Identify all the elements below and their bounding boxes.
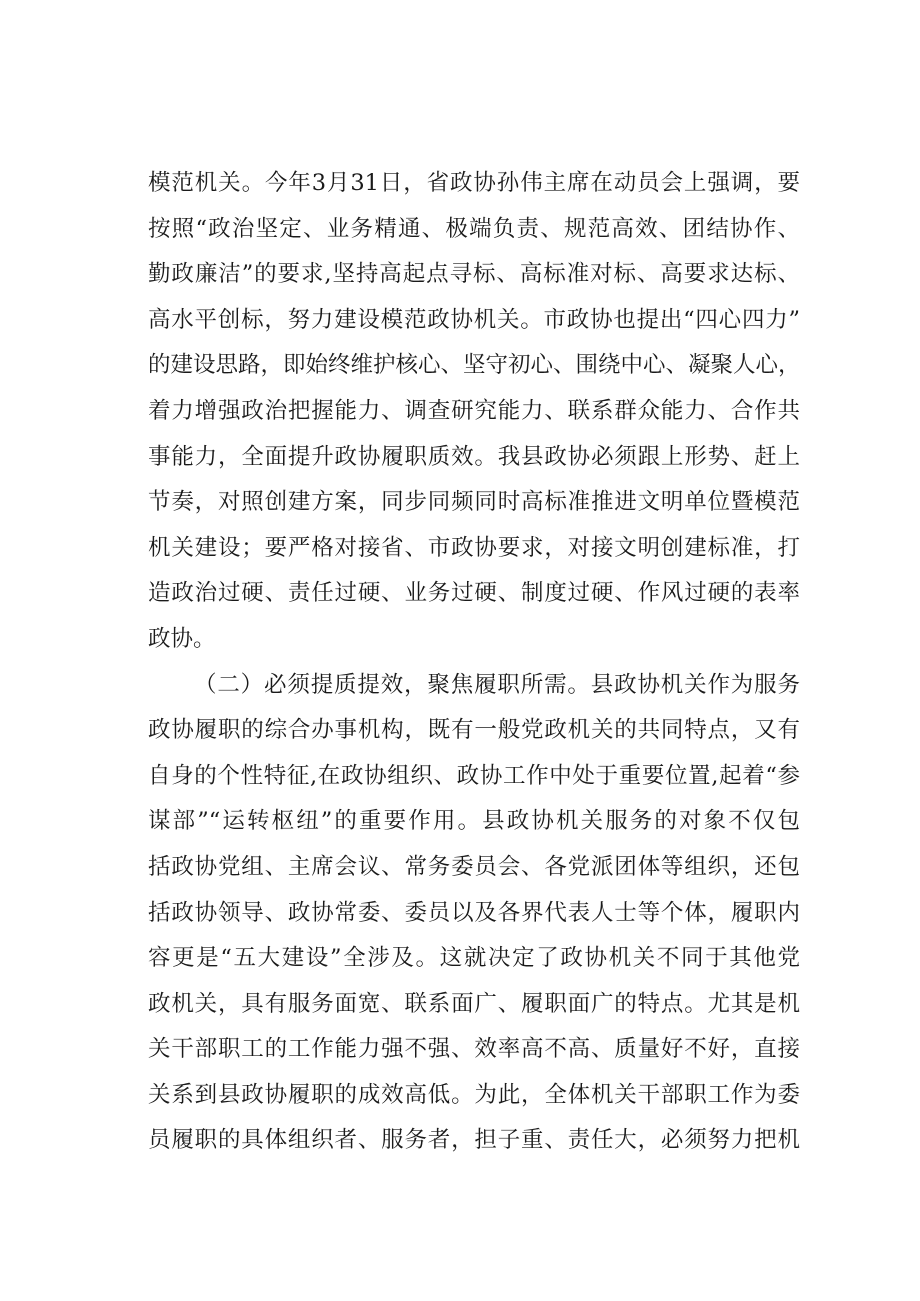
text-line: 括政协领导、政协常委、委员以及各界代表人士等个体，履职内 [148,899,800,926]
text-line: 高水平创标，努力建设模范政协机关。市政协也提出“四心四力” [148,306,800,333]
text-line: 事能力，全面提升政协履职质效。我县政协必须跟上形势、赶上 [148,443,800,470]
text-line: 谋部”“运转枢纽”的重要作用。县政协机关服务的对象不仅包 [148,808,800,835]
text-line: 政机关，具有服务面宽、联系面广、履职面广的特点。尤其是机 [148,990,800,1017]
text-line: 括政协党组、主席会议、常务委员会、各党派团体等组织，还包 [148,853,800,880]
text-line: 员履职的具体组织者、服务者，担子重、责任大，必须努力把机 [148,1127,800,1154]
body-text [148,161,800,1164]
text-line: 政协履职的综合办事机构，既有一般党政机关的共同特点，又有 [148,717,800,744]
text-line: 节奏，对照创建方案，同步同频同时高标准推进文明单位暨模范 [148,489,800,516]
text-line: 着力增强政治把握能力、调查研究能力、联系群众能力、合作共 [148,397,800,424]
section-heading-line: （二）必须提质提效，聚焦履职所需。县政协机关作为服务 [194,671,800,698]
text-line: 关系到县政协履职的成效高低。为此，全体机关干部职工作为委 [148,1081,800,1108]
text-line: 造政治过硬、责任过硬、业务过硬、制度过硬、作风过硬的表率 [148,580,800,607]
paragraph-end-line: 政协。 [148,625,216,652]
text-line: 按照“政治坚定、业务精通、极端负责、规范高效、团结协作、 [148,215,800,242]
text-line: 自身的个性特征,在政协组织、政协工作中处于重要位置,起着“参 [148,762,800,789]
text-line: 容更是“五大建设”全涉及。这就决定了政协机关不同于其他党 [148,945,800,972]
text-line: 的建设思路，即始终维护核心、坚守初心、围绕中心、凝聚人心， [148,352,801,379]
text-line: 勤政廉洁”的要求,坚持高起点寻标、高标准对标、高要求达标、 [148,261,800,288]
text-line: 机关建设；要严格对接省、市政协要求，对接文明创建标准，打 [148,534,800,561]
text-line: 关干部职工的工作能力强不强、效率高不高、质量好不好，直接 [148,1036,800,1063]
text-line: 模范机关。今年3月31日，省政协孙伟主席在动员会上强调，要 [148,170,800,196]
